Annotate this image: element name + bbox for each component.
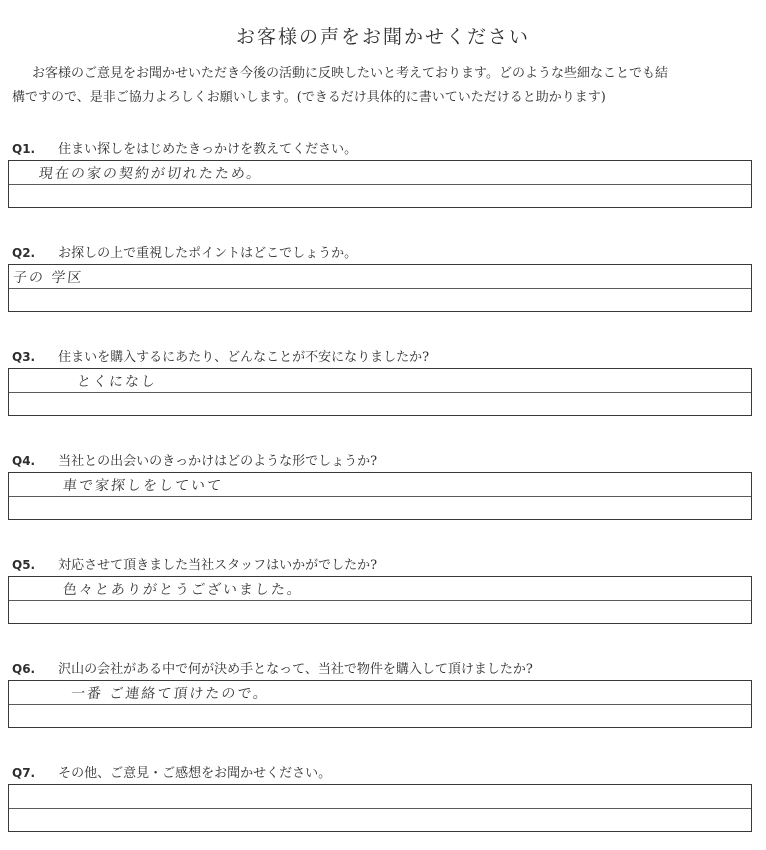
question-3-text: 住まいを購入するにあたり、どんなことが不安になりましたか? — [58, 350, 430, 365]
question-2-number: Q2. — [12, 246, 36, 260]
answer-box-6[interactable] — [8, 680, 752, 728]
question-4 — [12, 450, 377, 469]
answer-box-6-divider — [9, 704, 751, 705]
answer-box-7[interactable] — [8, 784, 752, 832]
answer-2: 子の 学区 — [12, 270, 85, 286]
answer-3: とくになし — [76, 374, 158, 390]
question-6-number: Q6. — [12, 662, 36, 676]
question-6 — [12, 658, 533, 677]
answer-box-3-divider — [9, 392, 751, 393]
question-7-number: Q7. — [12, 766, 36, 780]
answer-5: 色々とありがとうございました。 — [62, 582, 304, 598]
intro-text — [12, 62, 756, 110]
question-4-number: Q4. — [12, 454, 36, 468]
question-1-text: 住まい探しをはじめたきっかけを教えてください。 — [58, 142, 358, 157]
question-6-text: 沢山の会社がある中で何が決め手となって、当社で物件を購入して頂けましたか? — [58, 662, 533, 677]
question-5-text: 対応させて頂きました当社スタッフはいかがでしたか? — [58, 558, 378, 573]
intro-line-1: お客様のご意見をお聞かせいただき今後の活動に反映したいと考えております。どのような些細なことでも結 — [32, 66, 668, 81]
question-2-text: お探しの上で重視したポイントはどこでしょうか。 — [58, 246, 358, 261]
answer-box-1[interactable] — [8, 160, 752, 208]
question-5-number: Q5. — [12, 558, 36, 572]
answer-box-4[interactable] — [8, 472, 752, 520]
answer-box-1-divider — [9, 184, 751, 185]
question-5 — [12, 554, 377, 573]
answer-box-3[interactable] — [8, 368, 752, 416]
question-4-text: 当社との出会いのきっかけはどのような形でしょうか? — [58, 454, 378, 469]
intro-line-2: 構ですので、是非ご協力よろしくお願いします。(できるだけ具体的に書いていただけると助かります) — [12, 90, 606, 105]
page-title: お客様の声をお聞かせください — [235, 26, 530, 48]
answer-1: 現在の家の契約が切れたため。 — [38, 166, 264, 182]
question-1-number: Q1. — [12, 142, 36, 156]
answer-box-2-divider — [9, 288, 751, 289]
answer-box-2[interactable] — [8, 264, 752, 312]
question-7 — [12, 762, 331, 781]
answer-box-7-divider — [9, 808, 751, 809]
answer-4: 車で家探しをしていて — [62, 478, 224, 494]
question-3 — [12, 346, 429, 365]
question-7-text: その他、ご意見・ご感想をお聞かせください。 — [58, 766, 332, 781]
answer-box-4-divider — [9, 496, 751, 497]
question-2 — [12, 242, 357, 261]
answer-box-5-divider — [9, 600, 751, 601]
question-3-number: Q3. — [12, 350, 36, 364]
answer-box-5[interactable] — [8, 576, 752, 624]
answer-6: 一番 ご連絡て頂けたので。 — [70, 686, 270, 702]
question-1 — [12, 138, 357, 157]
